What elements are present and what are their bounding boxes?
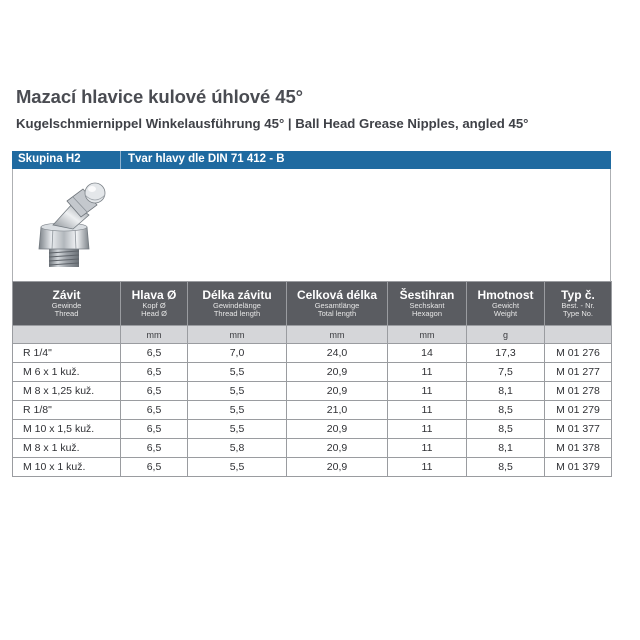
cell-type-no: M 01 279 [545,401,612,420]
cell-head-diameter: 6,5 [121,439,188,458]
cell-hexagon: 11 [388,382,467,401]
cell-hexagon: 14 [388,344,467,363]
cell-thread-length: 5,8 [188,439,287,458]
header-hexagon: Šestihran Sechskant Hexagon [388,282,467,326]
cell-thread-length: 7,0 [188,344,287,363]
units-row [13,326,612,344]
cell-total-length: 21,0 [287,401,388,420]
cell-type-no: M 01 276 [545,344,612,363]
table-row [13,401,612,420]
unit-cell: mm [188,326,287,344]
unit-cell: mm [287,326,388,344]
table-row [13,344,612,363]
cell-thread: M 10 x 1,5 kuž. [13,420,121,439]
table-row [13,458,612,477]
unit-cell: g [467,326,545,344]
page-subtitle: Kugelschmiernippel Winkelausführung 45° | Ball Head Grease Nipples, angled 45° [16,116,529,131]
head-shape-label: Tvar hlavy dle DIN 71 412 - B [128,153,285,165]
cell-thread: M 8 x 1 kuž. [13,439,121,458]
header-head-diameter: Hlava Ø Kopf Ø Head Ø [121,282,188,326]
cell-type-no: M 01 379 [545,458,612,477]
cell-head-diameter: 6,5 [121,344,188,363]
cell-hexagon: 11 [388,458,467,477]
cell-thread: M 6 x 1 kuž. [13,363,121,382]
table-header-row [13,282,612,326]
cell-type-no: M 01 377 [545,420,612,439]
table-row [13,420,612,439]
cell-head-diameter: 6,5 [121,420,188,439]
unit-cell [13,326,121,344]
cell-head-diameter: 6,5 [121,401,188,420]
cell-weight: 8,5 [467,420,545,439]
cell-thread: R 1/4" [13,344,121,363]
cell-total-length: 20,9 [287,420,388,439]
header-thread: Závit Gewinde Thread [13,282,121,326]
cell-type-no: M 01 277 [545,363,612,382]
header-weight: Hmotnost Gewicht Weight [467,282,545,326]
cell-total-length: 24,0 [287,344,388,363]
group-label: Skupina H2 [18,153,81,165]
cell-thread-length: 5,5 [188,363,287,382]
cell-head-diameter: 6,5 [121,458,188,477]
grease-nipple-image [31,179,141,279]
cell-hexagon: 11 [388,363,467,382]
cell-thread: M 8 x 1,25 kuž. [13,382,121,401]
header-thread-length: Délka závitu Gewindelänge Thread length [188,282,287,326]
page-title: Mazací hlavice kulové úhlové 45° [16,86,303,107]
group-header-bar [12,151,611,169]
cell-total-length: 20,9 [287,382,388,401]
cell-head-diameter: 6,5 [121,363,188,382]
table-row [13,382,612,401]
cell-total-length: 20,9 [287,439,388,458]
cell-total-length: 20,9 [287,363,388,382]
cell-head-diameter: 6,5 [121,382,188,401]
cell-weight: 7,5 [467,363,545,382]
unit-cell: mm [121,326,188,344]
unit-cell: mm [388,326,467,344]
cell-thread-length: 5,5 [188,458,287,477]
cell-total-length: 20,9 [287,458,388,477]
cell-hexagon: 11 [388,439,467,458]
cell-weight: 8,5 [467,458,545,477]
cell-thread-length: 5,5 [188,382,287,401]
unit-cell [545,326,612,344]
product-image-area [12,169,611,281]
cell-thread: M 10 x 1 kuž. [13,458,121,477]
cell-weight: 8,5 [467,401,545,420]
header-total-length: Celková délka Gesamtlänge Total length [287,282,388,326]
cell-hexagon: 11 [388,420,467,439]
cell-weight: 8,1 [467,382,545,401]
cell-weight: 17,3 [467,344,545,363]
cell-weight: 8,1 [467,439,545,458]
cell-hexagon: 11 [388,401,467,420]
table-row [13,363,612,382]
table-row [13,439,612,458]
cell-thread-length: 5,5 [188,420,287,439]
cell-thread: R 1/8" [13,401,121,420]
cell-type-no: M 01 378 [545,439,612,458]
cell-type-no: M 01 278 [545,382,612,401]
specifications-table [12,281,612,477]
cell-thread-length: 5,5 [188,401,287,420]
header-type-no: Typ č. Best. - Nr. Type No. [545,282,612,326]
group-divider [120,151,121,169]
